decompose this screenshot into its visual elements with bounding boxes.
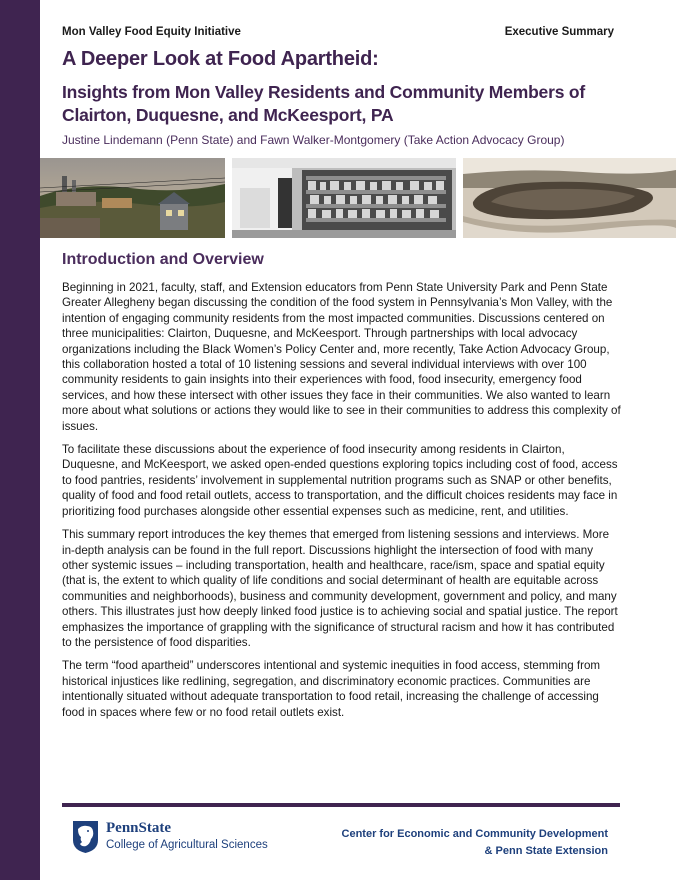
document-type: Executive Summary [504,26,614,38]
organization-name: Mon Valley Food Equity Initiative [62,26,241,38]
header-row [62,26,614,42]
penn-state-logo [72,820,292,860]
town-photo [40,158,225,238]
sidebar-band [0,0,40,880]
subtitle-line: Clairton, Duquesne, and McKeesport, PA [62,105,394,125]
paragraph: The term “food apartheid” underscores intentional and systemic inequities in food access, stemming from historical injustices like redlining, segregation, and discriminatory economic practices. Communities are intentionally situated without adequate transportation to food retail, increasing the challenge of accessing food in spaces where few or no food retail outlets exist. [62,659,601,719]
footer-divider [62,803,620,807]
footer-line: Center for Economic and Community Development [341,828,608,840]
store-shelves-photo [232,158,456,238]
footer-attribution [342,826,608,860]
aerial-river-photo [463,158,676,238]
paragraph: To facilitate these discussions about the experience of food insecurity among residents in Clairton, Duquesne, and McKeesport, we asked open-ended questions exploring topics including cost of food, access to food pantries, residents’ involvement in supplemental nutrition programs such as SNAP or other benefits, quality of food and food retail outlets, access to transportation, and the difficult choices residents may face in prioritizing food purchases alongside other essential expenses such as medicine, rent, and utilities. [62,443,618,518]
nittany-lion-shield-icon [72,820,99,854]
intro-body [62,280,622,728]
paragraph: Beginning in 2021, faculty, staff, and Extension educators from Penn State University Park and Penn State Greater Allegheny began discussing the condition of the food system in Pennsylvania’s Mon Valley, with the intention of engaging community residents from the most impacted communities. Discussions centered on three municipalities: Clairton, Duquesne, and McKeesport. Through partnerships with local advocacy organizations including the Black Women’s Policy Center and, more recently, Take Action Advocacy Group, this collaboration hosted a total of 10 listening sessions and several individual interviews with over 100 community residents to gain insights into their experiences with food, food insecurity, emergency food services, and how these intersect with other issues they face in their communities. We also wanted to learn more about what solutions or actions they would like to see in their communities to address this complexity of issues. [62,281,621,433]
paragraph: This summary report introduces the key themes that emerged from listening sessions and interviews. More in-depth analysis can be found in the full report. Discussions highlight the intersection of food with many other systemic issues – including transportation, health and healthcare, race/ism, space and spatial equity (that is, the extent to which quality of life conditions and social determinant of health are equitable across communities and neighborhoods), business and community development, government and policy, and many others. This illustrates just how deeply linked food justice is to achieving social and spatial justice. The report emphasizes the importance of grappling with the significance of structural racism and how it has contributed to the persistence of food disparities. [62,528,618,649]
authors-line: Justine Lindemann (Penn State) and Fawn Walker-Montgomery (Take Action Advocacy Group) [62,133,565,147]
page-subtitle [62,81,622,127]
section-heading: Introduction and Overview [62,251,264,268]
page-title: A Deeper Look at Food Apartheid: [62,48,379,70]
subtitle-line: Insights from Mon Valley Residents and Community Members of [62,82,586,102]
logo-college-name: College of Agricultural Sciences [106,839,268,851]
footer-line: & Penn State Extension [484,845,608,857]
logo-wordmark: PennState [106,820,171,836]
